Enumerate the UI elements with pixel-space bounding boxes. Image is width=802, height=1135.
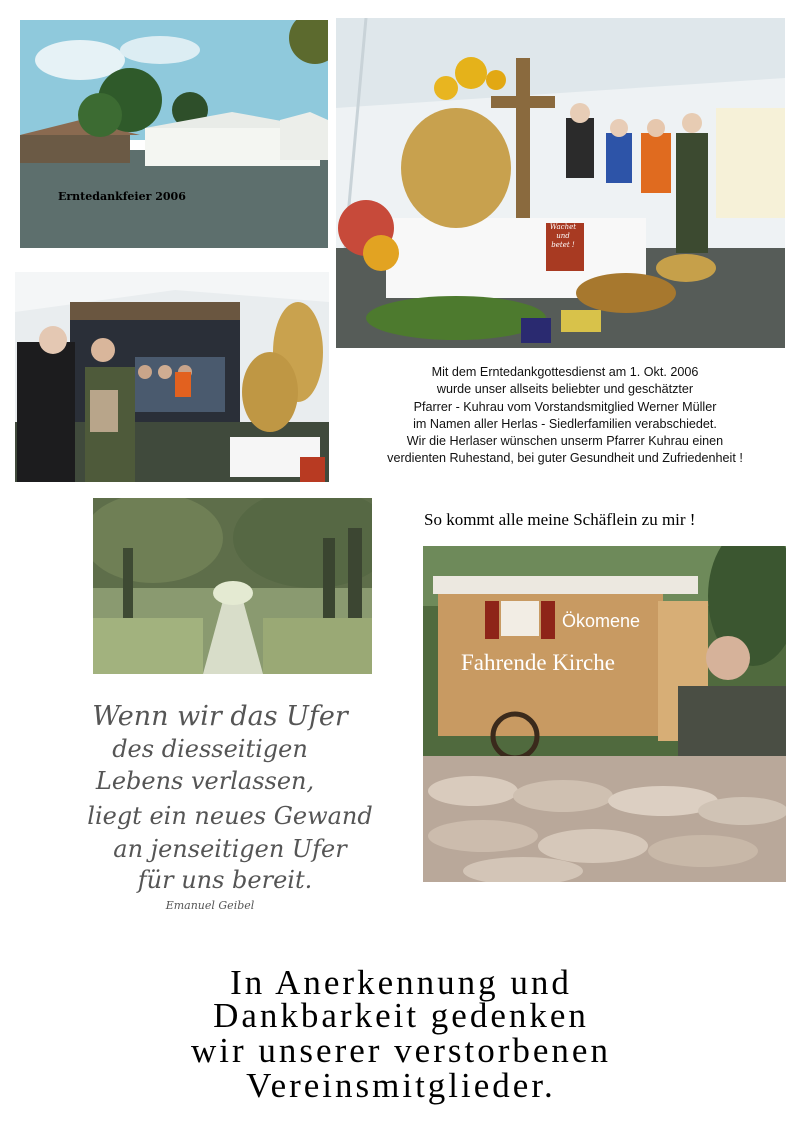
wagon-label-fahrende-kirche: Fahrende Kirche (461, 650, 615, 675)
caption-line: verdienten Ruhestand, bei guter Gesundheit und Zufriedenheit ! (387, 451, 743, 466)
photo-farewell-handover (15, 272, 329, 482)
poem-author: Emanuel Geibel (165, 899, 255, 912)
photo-tent-exterior (20, 20, 328, 248)
caption-line: Pfarrer - Kuhrau vom Vorstandsmitglied Werner Müller (413, 399, 717, 414)
farewell-caption (340, 364, 790, 468)
caption-line: Mit dem Erntedankgottesdienst am 1. Okt. 2006 (431, 365, 699, 379)
wagon-label-oekomene: Ökomene (562, 611, 641, 631)
poem-line: des diesseitigen (112, 735, 308, 763)
photo-shepherd-wagon (423, 546, 786, 882)
caption-line: im Namen aller Herlas - Siedlerfamilien verabschiedet. (413, 416, 717, 431)
caption-line: Wir die Herlaser wünschen unserm Pfarrer Kuhrau einen (406, 434, 724, 449)
photo-harvest-altar (336, 18, 785, 348)
memorial-line-4: Vereinsmitglieder. (246, 1066, 556, 1105)
slogan-text: So kommt alle meine Schäflein zu mir ! (424, 510, 696, 529)
poem-quote (40, 700, 420, 916)
poem-line: für uns bereit. (137, 866, 313, 894)
altar-sign (542, 223, 584, 269)
poem-line: liegt ein neues Gewand (87, 802, 373, 830)
altar-sign-line: betet ! (551, 241, 575, 249)
memorial-line-1: In Anerkennung und (230, 963, 572, 1002)
photo-caption-erntedankfeier: Erntedankfeier 2006 (58, 190, 186, 203)
altar-sign-line: und (556, 232, 570, 240)
poem-line: Lebens verlassen, (95, 767, 315, 795)
poem-line: an jenseitigen Ufer (113, 835, 347, 863)
memorial-line-3: wir unserer verstorbenen (191, 1031, 611, 1070)
memorial-line-2: Dankbarkeit gedenken (213, 996, 589, 1035)
caption-line: wurde unser allseits beliebter und geschätzter (436, 382, 694, 397)
poem-line: Wenn wir das Ufer (92, 701, 348, 732)
photo-tree-alley (93, 498, 372, 674)
altar-sign-line: Wachet (549, 223, 577, 231)
